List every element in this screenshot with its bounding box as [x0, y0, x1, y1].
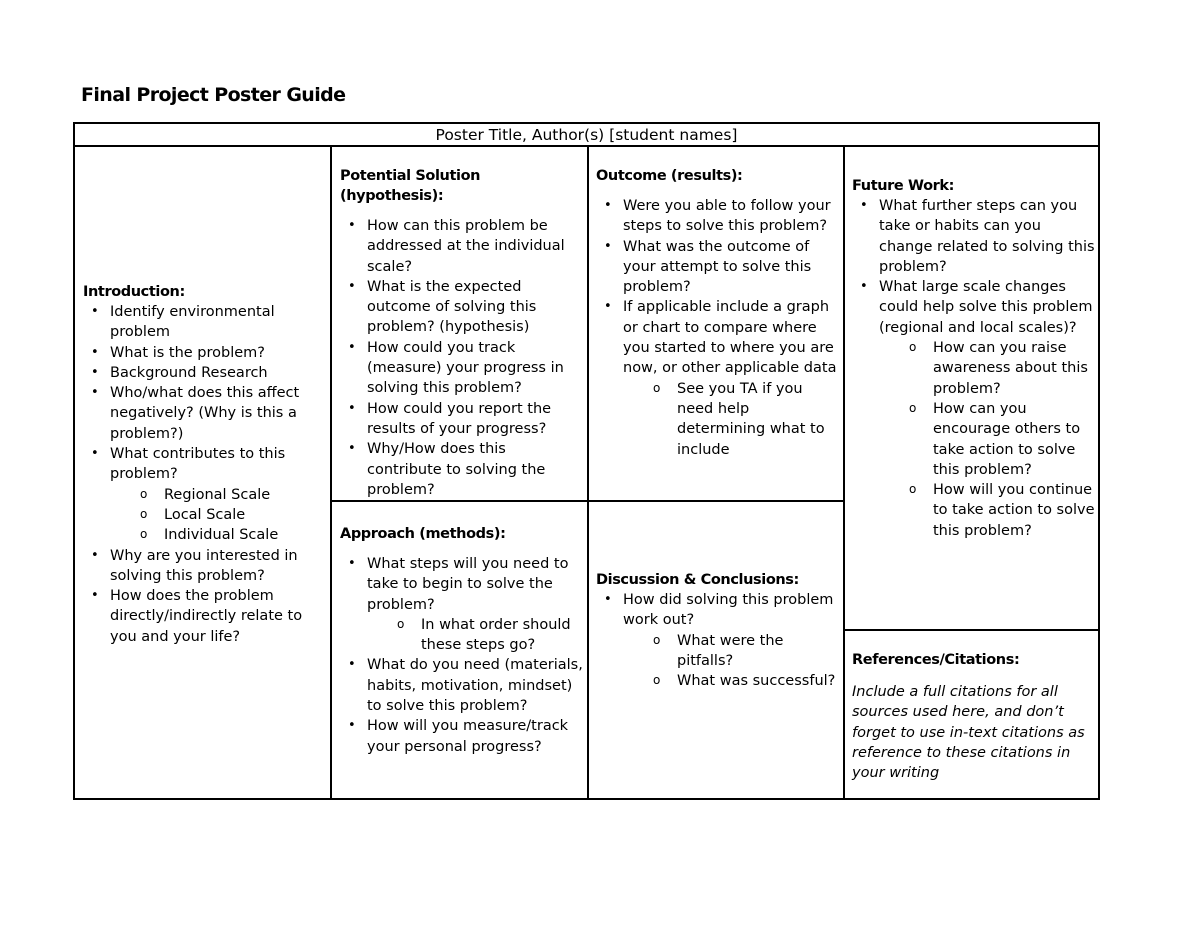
- list-item: • What is the problem?: [83, 343, 323, 363]
- row-divider: [845, 629, 1098, 631]
- solution-section: [340, 166, 583, 500]
- introduction-heading: Introduction:: [83, 284, 185, 300]
- list-item: • What steps will you need to take to begin to solve the problem?: [340, 554, 583, 615]
- sub-list-item: o How can you raise awareness about this problem?: [852, 338, 1095, 399]
- list-item: • How will you measure/track your personal progress?: [340, 716, 583, 757]
- references-text: Include a full citations for all sources used here, and don’t forget to use in-text citations as reference to these citations in your writing: [852, 684, 1085, 782]
- discussion-list: [596, 590, 841, 691]
- row-divider: [332, 500, 845, 502]
- list-item: • What is the expected outcome of solving this problem? (hypothesis): [340, 277, 583, 338]
- future-work-section: [852, 176, 1095, 541]
- sub-list-item: o Regional Scale: [83, 485, 323, 505]
- list-item: • Identify environmental problem: [83, 302, 323, 343]
- list-item: • What further steps can you take or habits can you change related to solving this problem?: [852, 196, 1095, 277]
- list-item: • Were you able to follow your steps to solve this problem?: [596, 196, 841, 237]
- list-item: • What large scale changes could help solve this problem (regional and local scales)?: [852, 277, 1095, 338]
- introduction-section: [83, 282, 323, 647]
- sub-list-item: o In what order should these steps go?: [340, 615, 583, 656]
- outcome-heading: Outcome (results):: [596, 168, 743, 184]
- solution-list: [340, 216, 583, 500]
- future-work-heading: Future Work:: [852, 178, 955, 194]
- sub-list-item: o How can you encourage others to take action to solve this problem?: [852, 399, 1095, 480]
- references-section: [852, 650, 1095, 783]
- list-item: • How can this problem be addressed at the individual scale?: [340, 216, 583, 277]
- sub-list-item: o What was successful?: [596, 671, 841, 691]
- solution-heading: Potential Solution (hypothesis):: [340, 168, 481, 204]
- column-divider: [587, 147, 589, 800]
- poster-guide-table: [73, 122, 1100, 800]
- discussion-heading: Discussion & Conclusions:: [596, 572, 799, 588]
- sub-list-item: o What were the pitfalls?: [596, 631, 841, 672]
- list-item: • What do you need (materials, habits, motivation, mindset) to solve this problem?: [340, 655, 583, 716]
- sub-list-item: o Local Scale: [83, 505, 323, 525]
- column-divider: [330, 147, 332, 800]
- list-item: • Why/How does this contribute to solving the problem?: [340, 439, 583, 500]
- sub-list-item: o Individual Scale: [83, 525, 323, 545]
- list-item: • What contributes to this problem?: [83, 444, 323, 485]
- list-item: • Why are you interested in solving this problem?: [83, 546, 323, 587]
- list-item: • Background Research: [83, 363, 323, 383]
- list-item: • If applicable include a graph or chart to compare where you started to where you are now, or other applicable data: [596, 297, 841, 378]
- poster-title-row: Poster Title, Author(s) [student names]: [75, 124, 1098, 147]
- column-divider: [843, 147, 845, 800]
- discussion-section: [596, 570, 841, 691]
- list-item: • How did solving this problem work out?: [596, 590, 841, 631]
- outcome-section: [596, 166, 841, 460]
- list-item: • How could you track (measure) your progress in solving this problem?: [340, 338, 583, 399]
- sub-list-item: o How will you continue to take action to solve this problem?: [852, 480, 1095, 541]
- outcome-list: [596, 196, 841, 460]
- future-work-list: [852, 196, 1095, 541]
- approach-list: [340, 554, 583, 757]
- approach-section: [340, 524, 583, 757]
- references-heading: References/Citations:: [852, 652, 1020, 668]
- introduction-list: [83, 302, 323, 647]
- list-item: • Who/what does this affect negatively? (Why is this a problem?): [83, 383, 323, 444]
- list-item: • What was the outcome of your attempt to solve this problem?: [596, 237, 841, 298]
- page-title: Final Project Poster Guide: [81, 84, 346, 106]
- list-item: • How does the problem directly/indirectly relate to you and your life?: [83, 586, 323, 647]
- approach-heading: Approach (methods):: [340, 526, 506, 542]
- list-item: • How could you report the results of your progress?: [340, 399, 583, 440]
- sub-list-item: o See you TA if you need help determining what to include: [596, 379, 841, 460]
